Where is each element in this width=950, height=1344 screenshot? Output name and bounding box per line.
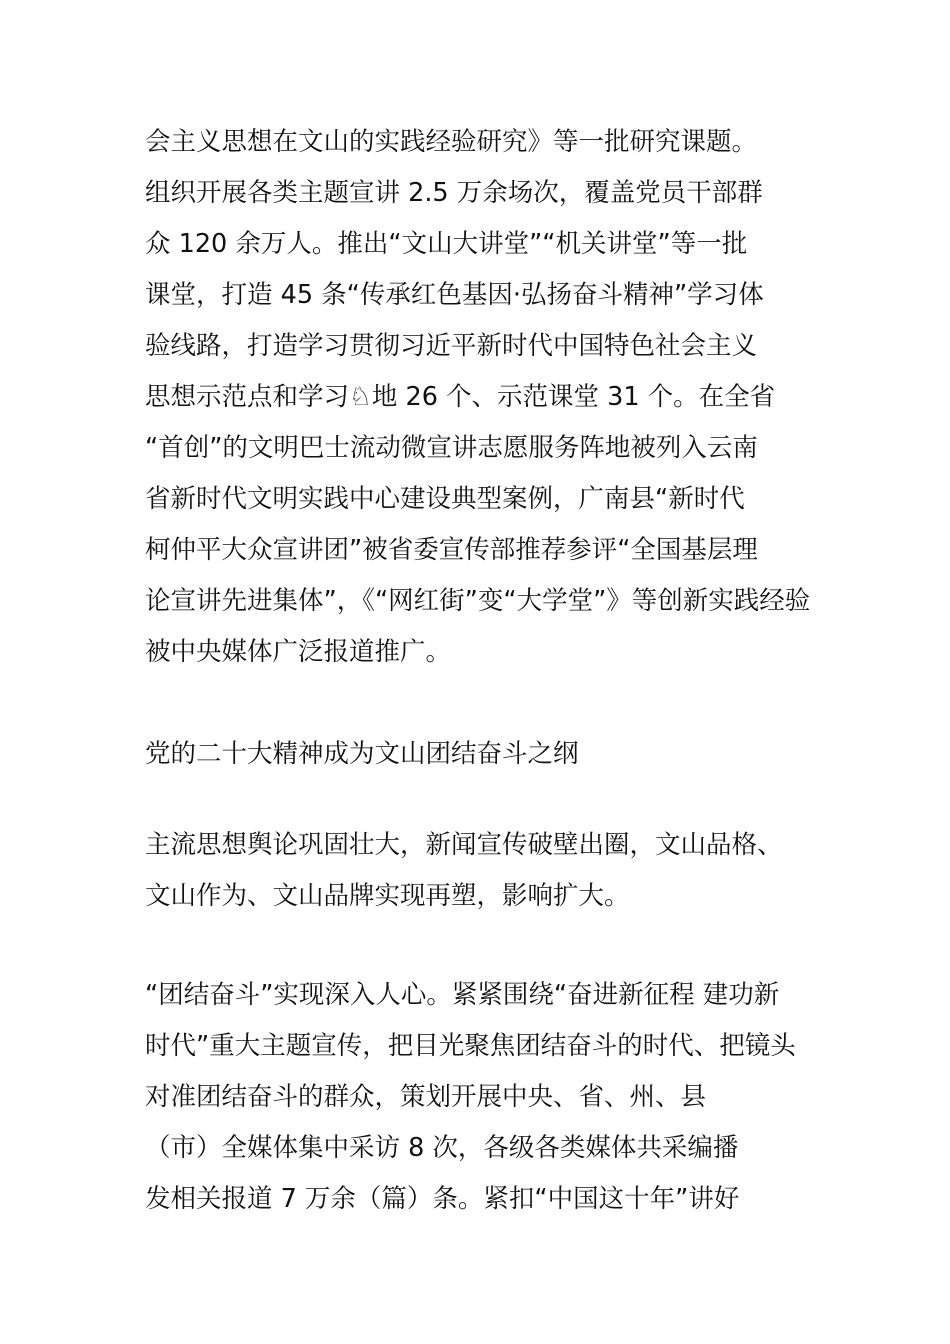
paragraph-1-line-9: 柯仲平大众宣讲团”被省委宣传部推荐参评“全国基层理	[145, 535, 758, 565]
paragraph-1-line-1: 会主义思想在文山的实践经验研究》等一批研究课题。	[145, 127, 758, 157]
paragraph-1-line-7: “首创”的文明巴士流动微宣讲志愿服务阵地被列入云南	[145, 433, 758, 463]
paragraph-3-line-1: “团结奋斗”实现深入人心。紧紧围绕“奋进新征程 建功新	[145, 980, 780, 1010]
paragraph-2-line-2: 文山作为、文山品牌实现再塑，影响扩大。	[145, 881, 630, 911]
paragraph-1-line-4: 课堂，打造 45 条“传承红色基因·弘扬奋斗精神”学习体	[145, 280, 764, 310]
paragraph-1-line-10: 论宣讲先进集体”，《“网红街”变“大学堂”》等创新实践经验	[145, 586, 811, 616]
paragraph-1-line-8: 省新时代文明实践中心建设典型案例，广南县“新时代	[145, 484, 745, 514]
paragraph-1-line-5: 验线路，打造学习贯彻习近平新时代中国特色社会主义	[145, 331, 758, 361]
section-heading: 党的二十大精神成为文山团结奋斗之纲	[145, 739, 579, 769]
paragraph-2-line-1: 主流思想舆论巩固壮大，新闻宣传破壁出圈，文山品格、	[145, 830, 783, 860]
paragraph-1-line-11: 被中央媒体广泛报道推广。	[145, 637, 452, 667]
paragraph-3-line-3: 对准团结奋斗的群众，策划开展中央、省、州、县	[145, 1082, 707, 1112]
paragraph-1-line-3: 众 120 余万人。推出“文山大讲堂”“机关讲堂”等一批	[145, 229, 748, 259]
paragraph-1-line-6: 思想示范点和学习♘地 26 个、示范课堂 31 个。在全省	[145, 382, 776, 412]
paragraph-1-line-2: 组织开展各类主题宣讲 2.5 万余场次，覆盖党员干部群	[145, 178, 763, 208]
paragraph-3-line-4: （市）全媒体集中采访 8 次，各级各类媒体共采编播	[145, 1133, 739, 1163]
paragraph-3-line-5: 发相关报道 7 万余（篇）条。紧扣“中国这十年”讲好	[145, 1184, 740, 1214]
paragraph-3-line-2: 时代”重大主题宣传，把目光聚焦团结奋斗的时代、把镜头	[145, 1031, 796, 1061]
